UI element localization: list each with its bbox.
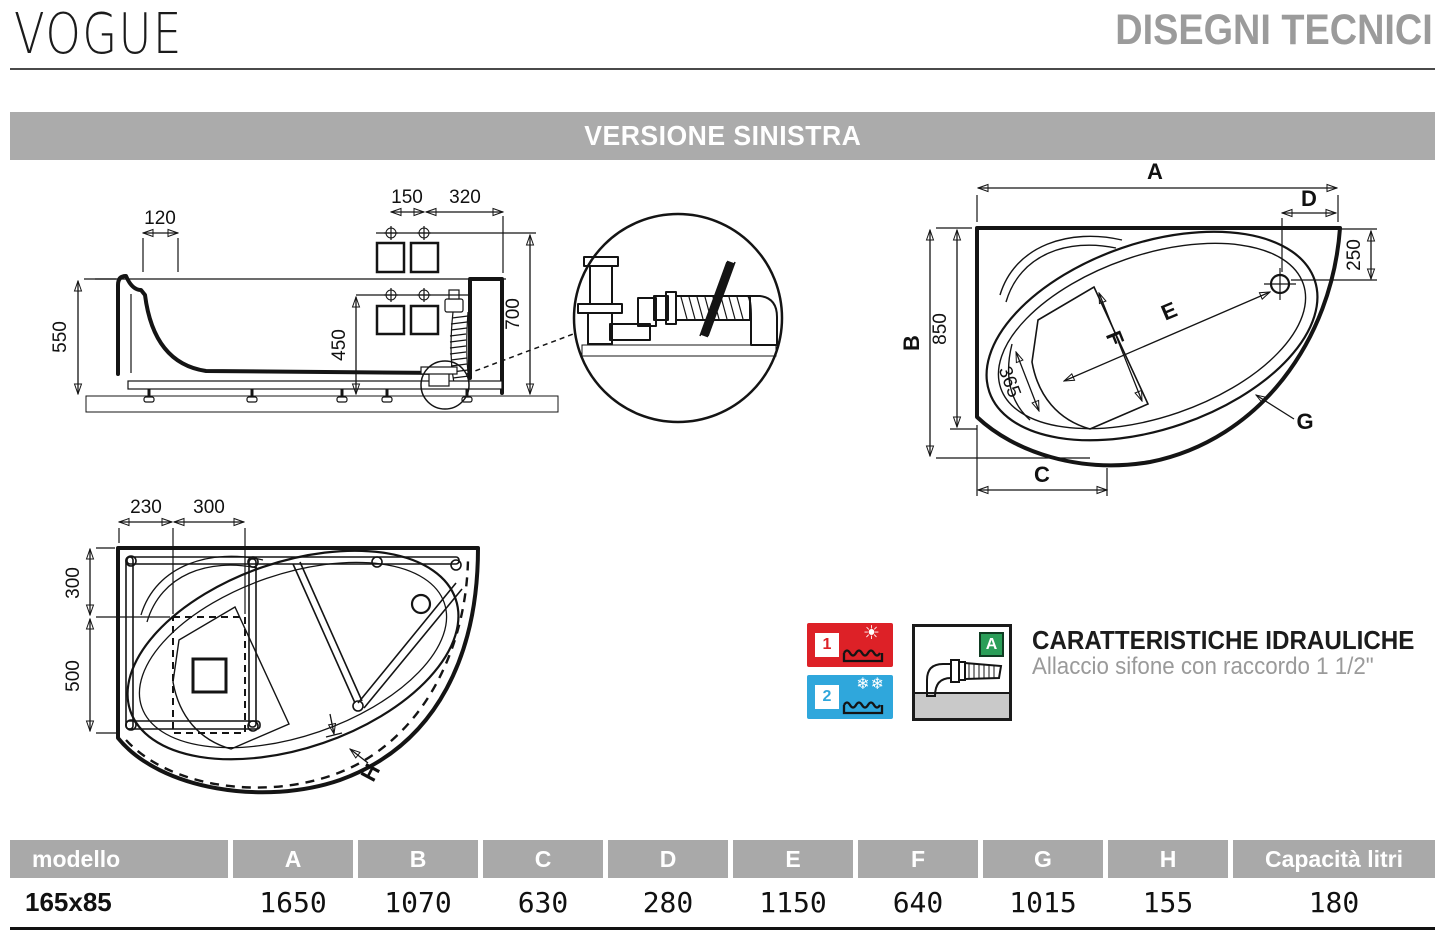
frame-tub-outline bbox=[118, 548, 478, 792]
label-A: A bbox=[1147, 160, 1163, 184]
siphon-elbow-icon bbox=[919, 652, 1007, 698]
col-header-c: C bbox=[483, 840, 603, 878]
table-header-row bbox=[10, 840, 1435, 878]
col-header-a: A bbox=[233, 840, 353, 878]
label-D: D bbox=[1301, 186, 1317, 211]
dim-320: 320 bbox=[449, 187, 481, 208]
spec-table bbox=[10, 840, 1435, 930]
cold-marker-number: 2 bbox=[418, 248, 431, 271]
col-header-modello: modello bbox=[10, 840, 228, 878]
detail-leader bbox=[467, 333, 576, 374]
dim-500: 500 bbox=[63, 660, 84, 692]
cold-water-number: 2 bbox=[815, 685, 839, 709]
hot-water-legend bbox=[807, 623, 893, 667]
cell-g: 1015 bbox=[1009, 885, 1077, 919]
cell-d: 280 bbox=[642, 885, 694, 919]
label-H: H bbox=[355, 759, 386, 786]
page-title: DISEGNI TECNICI bbox=[1115, 6, 1433, 54]
label-E: E bbox=[1157, 296, 1181, 326]
dim-300-left: 300 bbox=[63, 567, 84, 599]
label-C: C bbox=[1034, 462, 1050, 487]
col-header-g: G bbox=[983, 840, 1103, 878]
col-header-f: F bbox=[858, 840, 978, 878]
ground-strip bbox=[86, 396, 558, 412]
cell-e: 1150 bbox=[759, 885, 827, 919]
dim-450: 450 bbox=[329, 329, 350, 361]
side-dimensions bbox=[50, 187, 536, 394]
frame-plan-view bbox=[63, 497, 486, 799]
header-divider bbox=[10, 68, 1435, 70]
cold-marker-number-2: 2 bbox=[418, 310, 431, 333]
cell-a: 1650 bbox=[259, 885, 327, 919]
sun-icon: ☀ bbox=[862, 622, 881, 644]
version-banner bbox=[10, 112, 1435, 160]
cell-modello: 165x85 bbox=[25, 886, 112, 917]
dim-365: 365 bbox=[993, 363, 1025, 401]
dim-700: 700 bbox=[503, 298, 524, 330]
table-bottom-rule bbox=[10, 927, 1435, 930]
version-banner-label: VERSIONE SINISTRA bbox=[583, 120, 862, 151]
col-header-capacita: Capacità litri bbox=[1233, 840, 1435, 878]
cold-water-legend bbox=[807, 675, 893, 719]
col-header-e: E bbox=[733, 840, 853, 878]
hot-marker-number-2: 1 bbox=[384, 310, 397, 333]
dim-150: 150 bbox=[391, 187, 423, 208]
zone-badge-label: A bbox=[201, 662, 218, 688]
table-row bbox=[10, 878, 1435, 926]
dim-550: 550 bbox=[50, 321, 71, 353]
technical-drawings bbox=[0, 160, 1445, 838]
label-G: G bbox=[1296, 409, 1314, 434]
hot-marker-number: 1 bbox=[384, 248, 397, 271]
siphon-detail-view bbox=[574, 214, 782, 422]
drain-stub bbox=[429, 373, 449, 386]
hot-water-number: 1 bbox=[815, 633, 839, 657]
hydraulics-subtitle: Allaccio sifone con raccordo 1 1/2" bbox=[1032, 653, 1374, 680]
snowflake-icon: ❄❄ bbox=[856, 674, 885, 693]
tub-right-wall bbox=[470, 279, 502, 393]
dim-300-top: 300 bbox=[193, 497, 225, 518]
connection-markers bbox=[377, 226, 438, 334]
product-title: VOGUE bbox=[14, 2, 183, 67]
dim-850: 850 bbox=[930, 313, 951, 345]
cell-c: 630 bbox=[517, 885, 569, 919]
hydraulics-title: CARATTERISTICHE IDRAULICHE bbox=[1032, 625, 1415, 655]
col-header-h: H bbox=[1108, 840, 1228, 878]
col-header-b: B bbox=[358, 840, 478, 878]
cell-h: 155 bbox=[1142, 885, 1194, 919]
label-B: B bbox=[899, 335, 924, 351]
tub-profile bbox=[118, 276, 447, 374]
siphon-connection-box bbox=[912, 624, 1012, 721]
dim-230: 230 bbox=[130, 497, 162, 518]
plan-view bbox=[899, 160, 1377, 496]
dim-120: 120 bbox=[144, 208, 176, 229]
label-F: F bbox=[1100, 327, 1130, 350]
cell-capacita: 180 bbox=[1308, 885, 1360, 919]
siphon-badge: A bbox=[979, 632, 1004, 657]
dim-250: 250 bbox=[1344, 239, 1365, 271]
side-elevation-view bbox=[50, 187, 576, 412]
cell-b: 1070 bbox=[384, 885, 452, 919]
water-level-icon bbox=[841, 646, 887, 663]
cell-f: 640 bbox=[892, 885, 944, 919]
water-level-icon-2 bbox=[841, 698, 887, 715]
col-header-d: D bbox=[608, 840, 728, 878]
